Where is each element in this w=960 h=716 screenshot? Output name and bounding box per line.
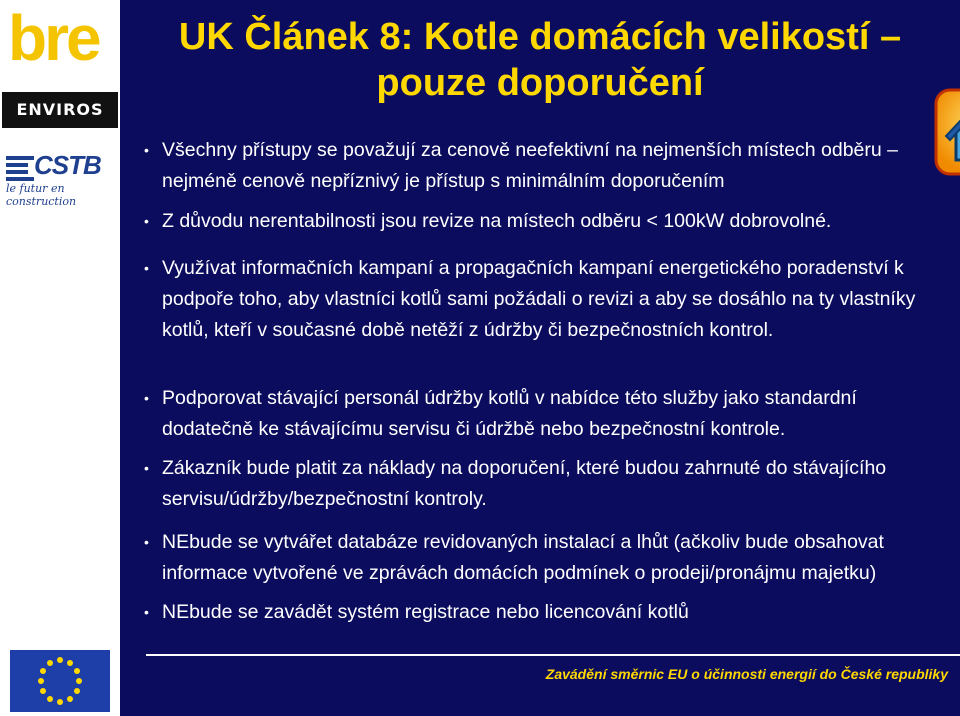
bullet-text: Z důvodu nerentabilnosti jsou revize na místech odběru < 100kW dobrovolné. <box>162 210 832 232</box>
enviros-logo: ENVIROS <box>2 92 118 128</box>
cstb-logo: CSTB le futur en construction <box>6 150 101 208</box>
bullet-text: Všechny přístupy se považují za cenově neefektivní na nejmenších místech odběru – nejméně cenově nepříznivý je přístup s minimálním doporučením <box>162 139 899 192</box>
svg-text:bre: bre <box>8 2 99 74</box>
bullet-text: Zákazník bude platit za náklady na doporučení, které budou zahrnuté do stávajícího servisu/údržby/bezpečnostní kontroly. <box>162 457 887 510</box>
bullet-item <box>140 253 950 346</box>
bullet-marker: • <box>144 213 149 229</box>
cstb-stripes-icon <box>6 154 36 184</box>
bullet-marker: • <box>144 534 149 550</box>
slide-title: UK Článek 8: Kotle domácích velikostí – pouze doporučení <box>178 16 902 104</box>
bullet-item <box>140 527 950 589</box>
bullet-item <box>140 206 950 237</box>
logo-sidebar <box>0 0 120 716</box>
bullet-marker: • <box>144 604 149 620</box>
footer-divider <box>146 654 960 656</box>
bullet-item <box>140 383 950 445</box>
bullet-marker: • <box>144 260 149 276</box>
bullet-list <box>120 0 960 660</box>
bullet-marker: • <box>144 390 149 406</box>
bullet-text: Podporovat stávající personál údržby kotlů v nabídce této služby jako standardní dodatečně ke stávajícímu servisu či údržbě nebo bezpečnostní kontrole. <box>162 387 857 440</box>
bullet-text: Využívat informačních kampaní a propagačních kampaní energetického poradenství k podpoře toho, aby vlastníci kotlů sami požádali o revizi a aby se dosáhlo na ty vlastníky kotlů, kteří v současné době netěží z údržby či bezpečnostních kontrol. <box>162 257 916 341</box>
eu-flag-icon <box>10 650 110 712</box>
bullet-marker: • <box>144 460 149 476</box>
bullet-marker: • <box>144 142 149 158</box>
footer-caption: Zavádění směrnic EU o účinnosti energií do České republiky <box>545 666 948 682</box>
bullet-item <box>140 453 950 515</box>
bullet-item <box>140 597 950 628</box>
bullet-text: NEbude se zavádět systém registrace nebo licencování kotlů <box>162 601 689 623</box>
house-icon <box>930 84 960 180</box>
bullet-item <box>140 135 950 197</box>
bre-logo <box>8 2 112 76</box>
slide <box>120 0 960 716</box>
bullet-text: NEbude se vytvářet databáze revidovaných instalací a lhůt (ačkoliv bude obsahovat informace vytvořené ve zprávách domácích podmínek o prodeji/pronájmu majetku) <box>162 531 884 584</box>
